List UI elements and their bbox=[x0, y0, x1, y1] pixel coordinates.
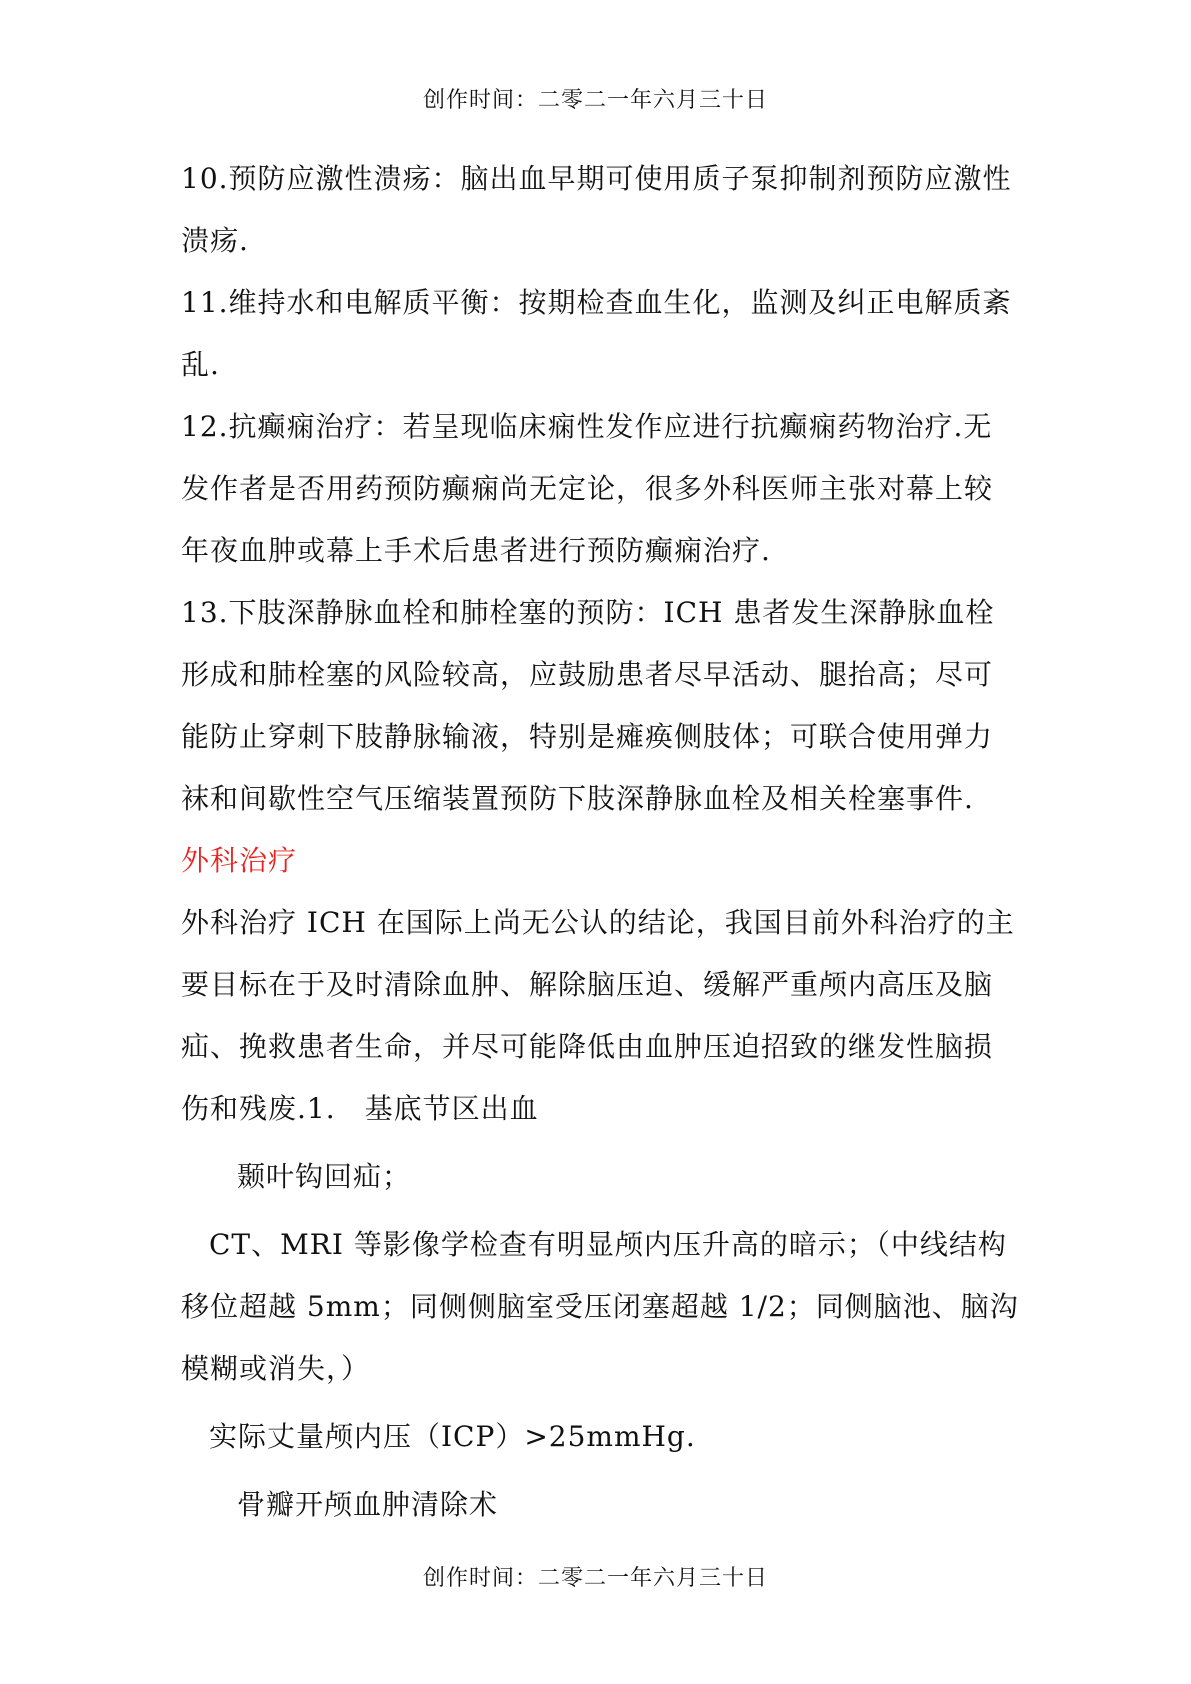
paragraph-dvt-prevention: 13.下肢深静脉血栓和肺栓塞的预防：ICH 患者发生深静脉血栓形成和肺栓塞的风险较高，应鼓励患者尽早活动、腿抬高；尽可能防止穿刺下肢静脉输液，特别是瘫痪侧肢体；可联合使用弹力袜和间歇性空气压缩装置预防下肢深静脉血栓及相关栓塞事件. bbox=[181, 596, 995, 815]
paragraph-surgery-intro: 外科治疗 ICH 在国际上尚无公认的结论，我国目前外科治疗的主要目标在于及时清除血肿、解除脑压迫、缓解严重颅内高压及脑疝、挽救患者生命，并尽可能降低由血肿压迫招致的继发性脑损伤和残废.1. 基底节区出血 bbox=[181, 906, 1015, 1125]
paragraph-icp: 实际丈量颅内压（ICP）>25mmHg. bbox=[209, 1420, 696, 1453]
page-header: 创作时间：二零二一年六月三十日 bbox=[422, 88, 768, 113]
section-heading-surgery: 外科治疗 bbox=[181, 844, 298, 877]
document-body bbox=[181, 148, 1021, 1536]
paragraph-imaging: CT、MRI 等影像学检查有明显颅内压升高的暗示；（中线结构移位超越 5mm；同侧侧脑室受压闭塞超越 1/2；同侧脑池、脑沟模糊或消失，） bbox=[181, 1228, 1019, 1385]
paragraph-stress-ulcer: 10.预防应激性溃疡：脑出血早期可使用质子泵抑制剂预防应激性溃疡. bbox=[181, 162, 1012, 257]
paragraph-craniotomy: 骨瓣开颅血肿清除术 bbox=[237, 1488, 499, 1521]
paragraph-antiepileptic: 12.抗癫痫治疗：若呈现临床痫性发作应进行抗癫痫药物治疗.无发作者是否用药预防癫痫尚无定论，很多外科医师主张对幕上较年夜血肿或幕上手术后患者进行预防癫痫治疗. bbox=[181, 410, 994, 567]
page-footer: 创作时间：二零二一年六月三十日 bbox=[422, 1566, 768, 1591]
paragraph-herniation: 颞叶钩回疝； bbox=[237, 1160, 412, 1193]
paragraph-electrolyte: 11.维持水和电解质平衡：按期检查血生化，监测及纠正电解质紊乱. bbox=[181, 286, 1012, 381]
